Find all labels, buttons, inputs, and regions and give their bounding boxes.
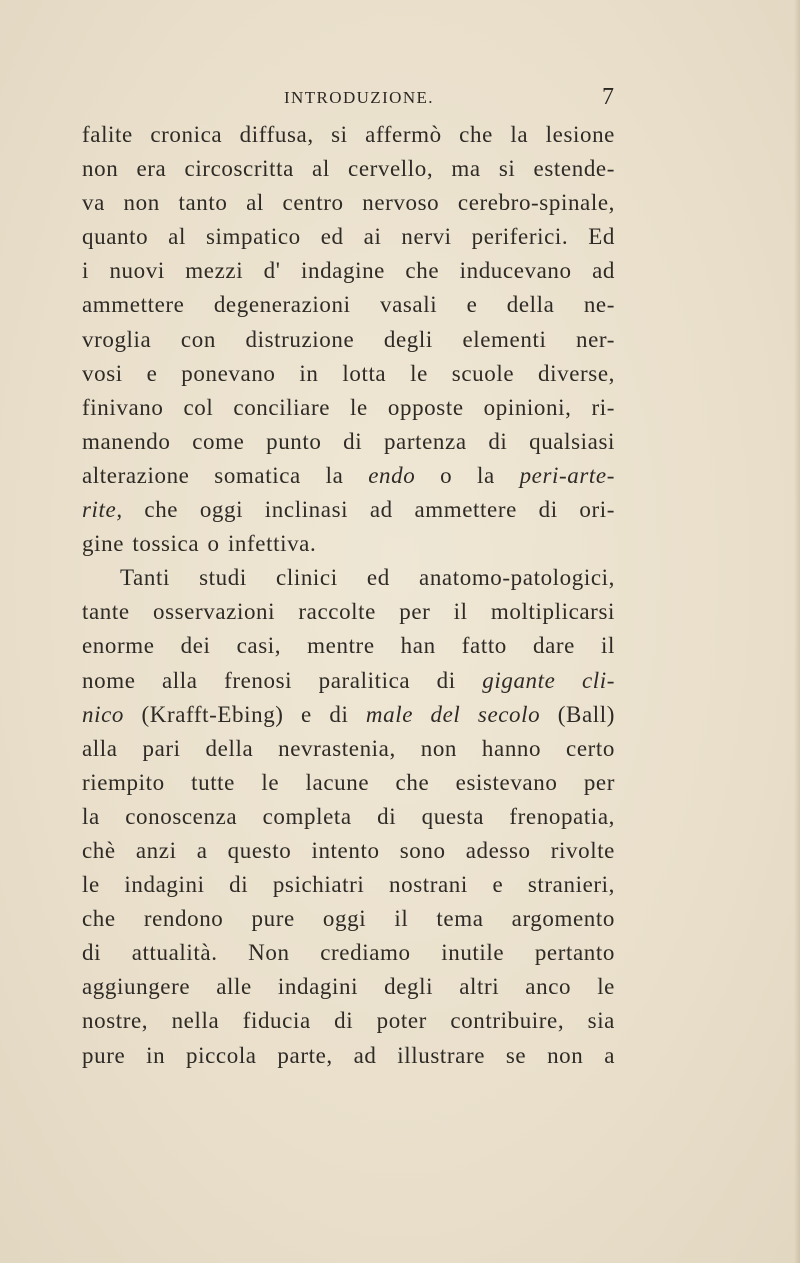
text-line	[82, 357, 615, 391]
running-title: INTRODUZIONE.	[284, 88, 434, 107]
text-segment: falite cronica diffusa, si affermò che la lesione	[82, 122, 615, 147]
text-segment: vroglia con distruzione degli elementi ner-	[82, 326, 615, 352]
text-segment: (Krafft-Ebing) e di	[124, 701, 366, 727]
running-head	[0, 84, 800, 114]
text-segment: alterazione somatica la	[82, 462, 369, 488]
italic-text: male del secolo	[365, 701, 541, 727]
text-segment: vosi e ponevano in lotta le scuole diverse,	[82, 360, 615, 386]
text-line	[82, 186, 615, 220]
text-segment: Tanti studi clinici ed anatomo-patologici,	[120, 565, 615, 591]
text-line	[82, 493, 615, 527]
text-line	[82, 1039, 615, 1073]
page-number: 7	[602, 84, 614, 110]
text-line	[82, 595, 615, 629]
text-line	[82, 254, 615, 288]
italic-text: nico	[82, 701, 124, 727]
text-segment: aggiungere alle indagini degli altri anco le	[82, 974, 615, 1000]
text-line	[82, 800, 615, 834]
text-line	[82, 561, 615, 595]
body-text	[82, 118, 615, 1073]
text-segment: manendo come punto di partenza di qualsiasi	[82, 428, 615, 454]
italic-text: gigante cli-	[482, 667, 615, 693]
text-segment: (Ball)	[540, 701, 615, 727]
text-line	[82, 868, 615, 902]
text-line	[82, 834, 615, 868]
text-segment: quanto al simpatico ed ai nervi periferici. Ed	[82, 224, 615, 250]
text-line	[82, 152, 615, 186]
text-segment: tante osservazioni raccolte per il moltiplicarsi	[82, 599, 615, 625]
text-segment: che oggi inclinasi ad ammettere di ori-	[122, 497, 615, 523]
text-line	[82, 323, 615, 357]
text-line	[82, 698, 615, 732]
page-edge-shadow	[794, 0, 800, 1263]
italic-text: endo	[368, 462, 416, 488]
text-line	[82, 118, 615, 152]
text-line	[82, 527, 615, 561]
text-segment: enorme dei casi, mentre han fatto dare il	[82, 633, 615, 659]
text-segment: va non tanto al centro nervoso cerebro-spinale,	[82, 190, 615, 216]
text-line	[82, 902, 615, 936]
text-line	[82, 425, 615, 459]
text-line	[82, 970, 615, 1004]
text-segment: nome alla frenosi paralitica di	[82, 667, 483, 693]
text-line	[82, 288, 615, 322]
text-line	[82, 1004, 615, 1038]
text-line	[82, 391, 615, 425]
text-segment: di attualità. Non crediamo inutile pertanto	[82, 940, 615, 966]
text-line	[82, 220, 615, 254]
text-segment: finivano col conciliare le opposte opinioni, ri-	[82, 394, 615, 420]
text-segment: i nuovi mezzi d' indagine che inducevano ad	[82, 258, 615, 284]
text-segment: pure in piccola parte, ad illustrare se non a	[82, 1042, 615, 1068]
text-line	[82, 732, 615, 766]
text-segment: non era circoscritta al cervello, ma si estende-	[82, 156, 615, 182]
text-segment: o la	[415, 462, 520, 488]
text-segment: le indagini di psichiatri nostrani e stranieri,	[82, 872, 615, 898]
text-line	[82, 766, 615, 800]
text-segment: che rendono pure oggi il tema argomento	[82, 906, 615, 932]
text-line	[82, 459, 615, 493]
text-line	[82, 629, 615, 663]
text-segment: riempito tutte le lacune che esistevano per	[82, 769, 615, 795]
text-segment: chè anzi a questo intento sono adesso rivolte	[82, 837, 615, 863]
text-line	[82, 664, 615, 698]
italic-text: rite,	[82, 497, 123, 523]
text-line	[82, 936, 615, 970]
italic-text: peri-arte-	[519, 462, 615, 488]
text-segment: ammettere degenerazioni vasali e della ne-	[82, 292, 615, 318]
text-segment: alla pari della nevrastenia, non hanno certo	[82, 735, 615, 761]
text-segment: nostre, nella fiducia di poter contribuire, sia	[82, 1008, 615, 1034]
text-segment: gine tossica o infettiva.	[82, 531, 317, 557]
text-segment: la conoscenza completa di questa frenopatia,	[82, 803, 615, 829]
